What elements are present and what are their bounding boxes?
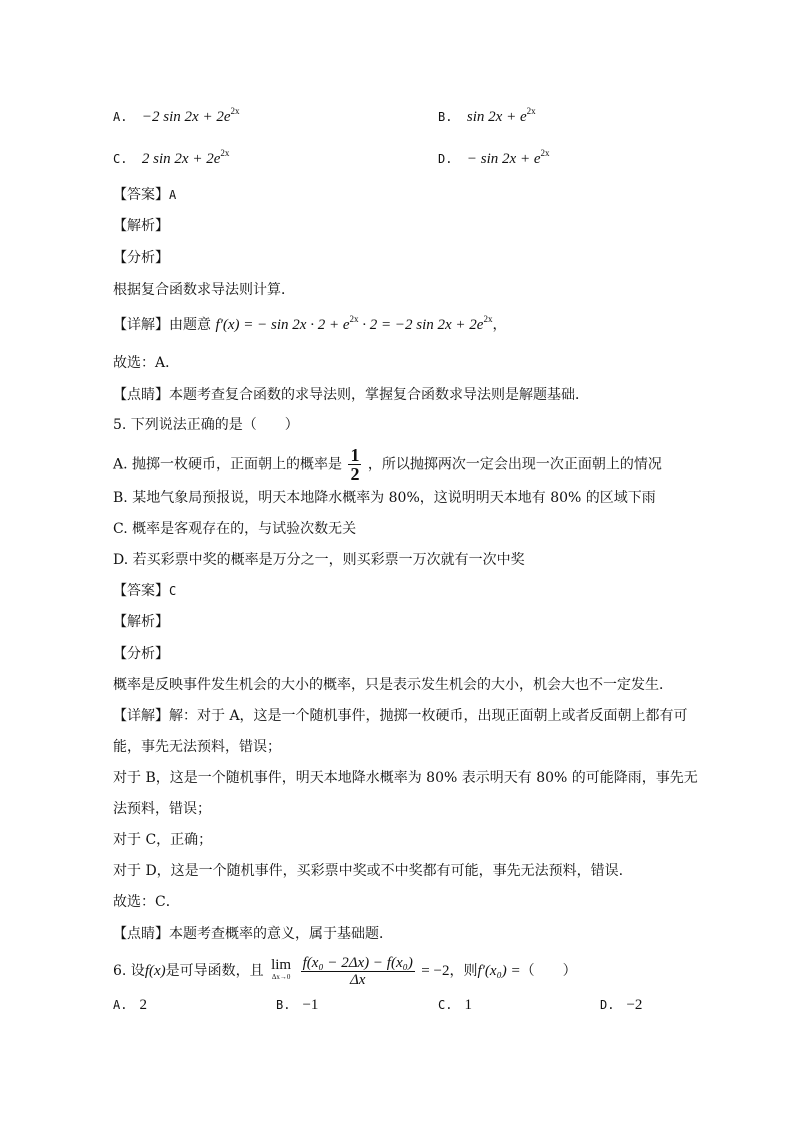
q4-option-c	[113, 149, 229, 169]
q5-option-d: D. 若买彩票中奖的概率是万分之一，则买彩票一万次就有一次中奖	[113, 552, 525, 568]
limit-fraction: $\frac{\text{f(x₀ − 2Δx) − f(x₀)}}{\Delta x}$	[302, 954, 413, 988]
answer-label: 【答案】	[113, 187, 169, 203]
function-fx: f(x)	[144, 963, 166, 979]
comment-label: 【点睛】	[113, 387, 169, 403]
q5-comment	[113, 924, 393, 944]
option-label: B.	[438, 110, 453, 124]
q5-jiexi-heading: 【解析】	[113, 614, 169, 630]
option-label: D.	[438, 152, 453, 166]
q4-detail: 【详解】由题意 f′(x) = − $\sin 2x \cdot 2 + e^{2x} \cdot 2 = -2$ $\sin 2x + 2e^{2x}$，	[113, 314, 507, 333]
answer-value: A	[169, 188, 177, 202]
limit-operator: lim Δx→0	[271, 957, 292, 981]
q5-detail-line-5: 对于 C，正确；	[113, 832, 213, 848]
q4-choose: 故选：A．	[113, 355, 180, 371]
q6-option-a: A. 2	[113, 997, 147, 1013]
q5-detail-line-2: 能，事先无法预料，错误；	[113, 739, 281, 755]
q6-option-d: D. −2	[600, 997, 643, 1013]
q5-option-a: A. 抛掷一枚硬币，正面朝上的概率是 $\frac{1}{2}$ ，所以抛掷两次一定会出现一次正面朝上的情况	[113, 445, 662, 484]
detail-formula: f′(x) = − $\sin 2x \cdot 2 + e^{2x} \cdot 2 = -2$ $\sin 2x + 2e^{2x}$	[215, 314, 493, 333]
q5-detail-line-4: 法预料，错误；	[113, 801, 211, 817]
answer-label: 【答案】	[113, 583, 169, 599]
q4-fenxi-heading: 【分析】	[113, 250, 169, 266]
q5-answer	[113, 581, 176, 601]
option-label: C.	[113, 152, 128, 166]
q4-analysis-text: 根据复合函数求导法则计算．	[113, 282, 295, 298]
option-expression: $\sin 2x + e^{2x}$	[466, 106, 536, 125]
comment-text: 本题考查复合函数的求导法则，掌握复合函数求导法则是解题基础．	[169, 387, 589, 403]
q4-jiexi-heading: 【解析】	[113, 218, 169, 234]
q4-answer	[113, 185, 176, 205]
q5-detail-line-6: 对于 D，这是一个随机事件，买彩票中奖或不中奖都有可能，事先无法预料，错误.	[113, 863, 624, 879]
fraction-one-half: $\frac{1}{2}$	[350, 445, 360, 484]
q4-comment	[113, 385, 589, 405]
q4-option-b	[438, 107, 536, 127]
q6-question: 6. 设f(x)是可导函数，且 lim Δx→0 $\frac{\text{f(x₀ − 2Δx) − f(x₀)}}{\Delta x}$ = −2，则f′(x₀) =（ ）	[113, 954, 577, 988]
comment-label: 【点睛】	[113, 926, 169, 942]
option-label: A.	[113, 110, 128, 124]
detail-label: 【详解】	[113, 317, 169, 333]
q5-choose: 故选：C．	[113, 894, 180, 910]
q5-option-c: C. 概率是客观存在的，与试验次数无关	[113, 521, 357, 537]
q6-option-c: C. 1	[438, 997, 472, 1013]
detail-label: 【详解】	[113, 708, 169, 724]
option-expression: − $\sin 2x + e^{2x}$	[466, 148, 550, 167]
q4-option-a	[113, 107, 239, 127]
comment-text: 本题考查概率的意义，属于基础题．	[169, 926, 393, 942]
q4-option-d	[438, 149, 549, 169]
derivative-expr: f′(x₀) =	[477, 963, 521, 979]
q5-option-b: B. 某地气象局预报说，明天本地降水概率为 80%，这说明明天本地有 80% 的区域下雨	[113, 490, 656, 506]
q5-detail-line-3: 对于 B，这是一个随机事件，明天本地降水概率为 80% 表示明天有 80% 的可能降雨，事先无	[113, 770, 698, 786]
option-expression: −2 $\sin 2x + 2e^{2x}$	[141, 106, 240, 125]
detail-intro: 由题意	[169, 317, 211, 333]
option-expression: 2 $\sin 2x + 2e^{2x}$	[141, 148, 230, 167]
answer-value: C	[169, 584, 177, 598]
q5-analysis-text: 概率是反映事件发生机会的大小的概率，只是表示发生机会的大小，机会大也不一定发生．	[113, 677, 673, 693]
q5-fenxi-heading: 【分析】	[113, 646, 169, 662]
q5-detail-line-1: 【详解】解：对于 A，这是一个随机事件，抛掷一枚硬币，出现正面朝上或者反面朝上都有可	[113, 708, 688, 724]
q6-option-b: B. −1	[276, 997, 319, 1013]
q5-question: 5. 下列说法正确的是（ ）	[113, 417, 299, 433]
